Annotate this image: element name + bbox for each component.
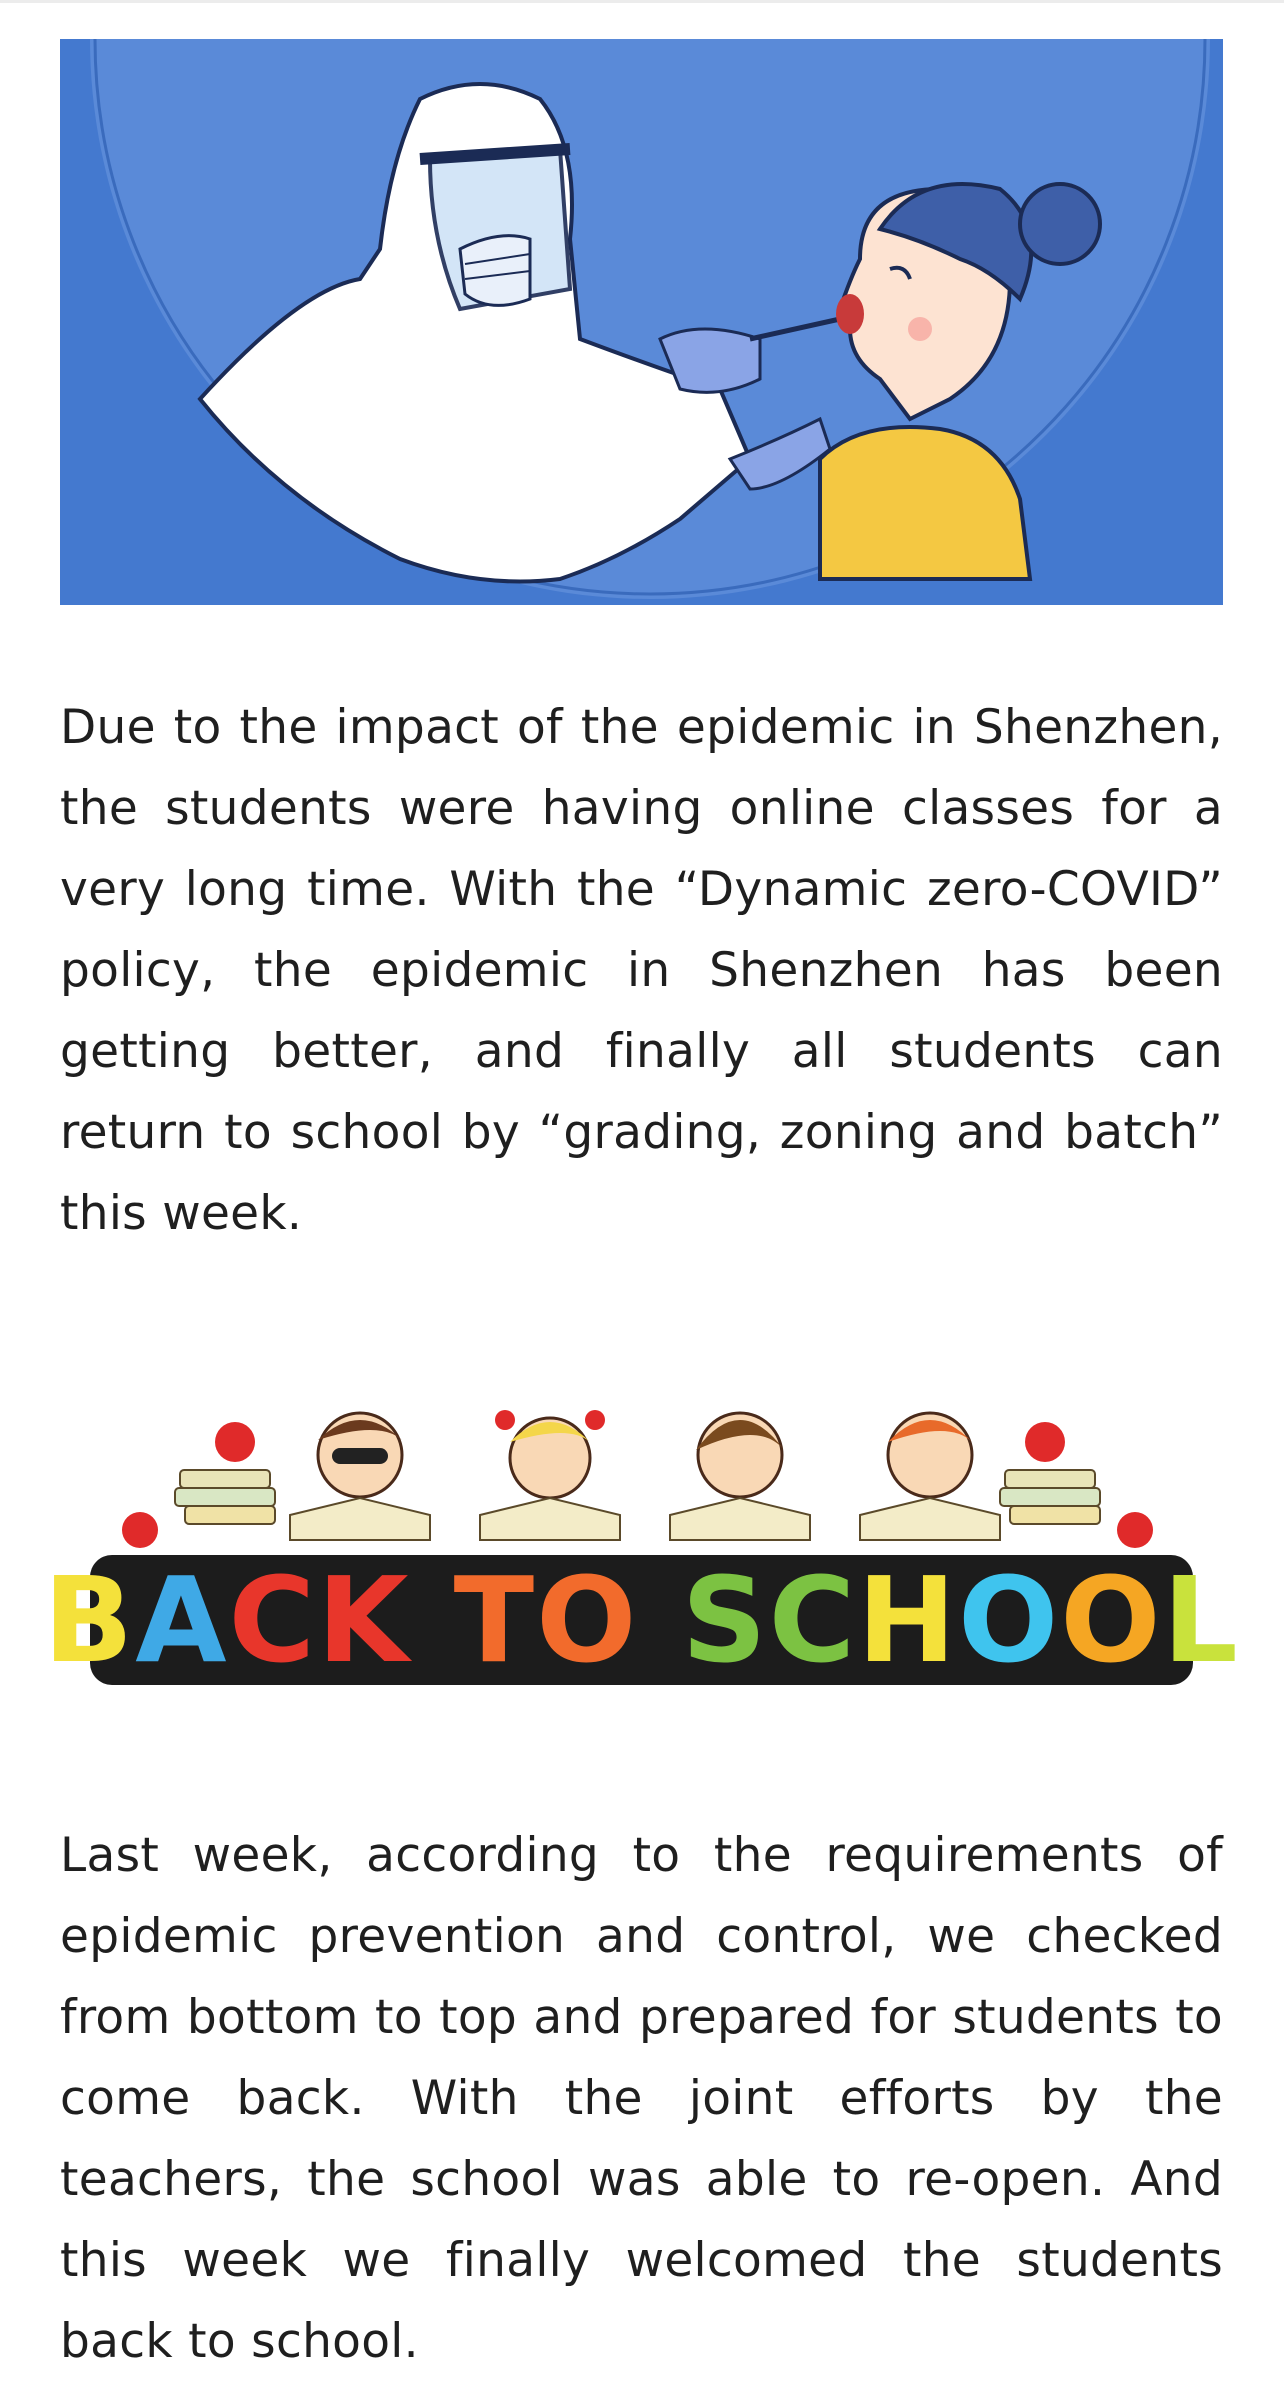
kid-1 <box>318 1413 402 1497</box>
banner-letter: B <box>43 1551 136 1689</box>
banner-letter: C <box>768 1551 858 1689</box>
banner-letter: O <box>957 1551 1061 1689</box>
banner-letter: O <box>1060 1551 1163 1689</box>
kid-2 <box>495 1410 605 1498</box>
banner-letter: S <box>681 1551 769 1689</box>
banner-letter: H <box>857 1551 958 1689</box>
banner-letter: L <box>1162 1551 1240 1689</box>
covid-test-illustration <box>60 39 1223 605</box>
kid-3 <box>696 1413 784 1497</box>
banner-letter <box>638 1561 681 1679</box>
back-to-school-banner <box>43 1380 1240 1710</box>
banner-letter: C <box>228 1551 318 1689</box>
article-paragraph-2: Last week, according to the requirements of epidemic prevention and control, we checked from bottom to top and prepared for students to come back. With the joint efforts by the teachers, the school was able to re-open. And this week we finally welcomed the students back to school. <box>60 1828 1223 2369</box>
back-to-school-wordmark <box>43 1551 1240 1689</box>
right-book-stack <box>1000 1422 1153 1548</box>
left-book-stack <box>122 1422 275 1548</box>
banner-letter <box>411 1561 454 1679</box>
article-paragraph-1: Due to the impact of the epidemic in Shenzhen, the students were having online classes for a very long time. With the “Dynamic zero-COVID” policy, the epidemic in Shenzhen has been getting better, and finally all students can return to school by “grading, zoning and batch” this week. <box>60 700 1223 1241</box>
kid-4 <box>888 1413 972 1497</box>
banner-letter: A <box>135 1551 229 1689</box>
banner-letter: O <box>536 1551 639 1689</box>
banner-kids-illustration <box>60 1380 1223 1570</box>
banner-letter: K <box>317 1551 411 1689</box>
top-divider <box>0 0 1284 3</box>
banner-letter: T <box>453 1551 537 1689</box>
